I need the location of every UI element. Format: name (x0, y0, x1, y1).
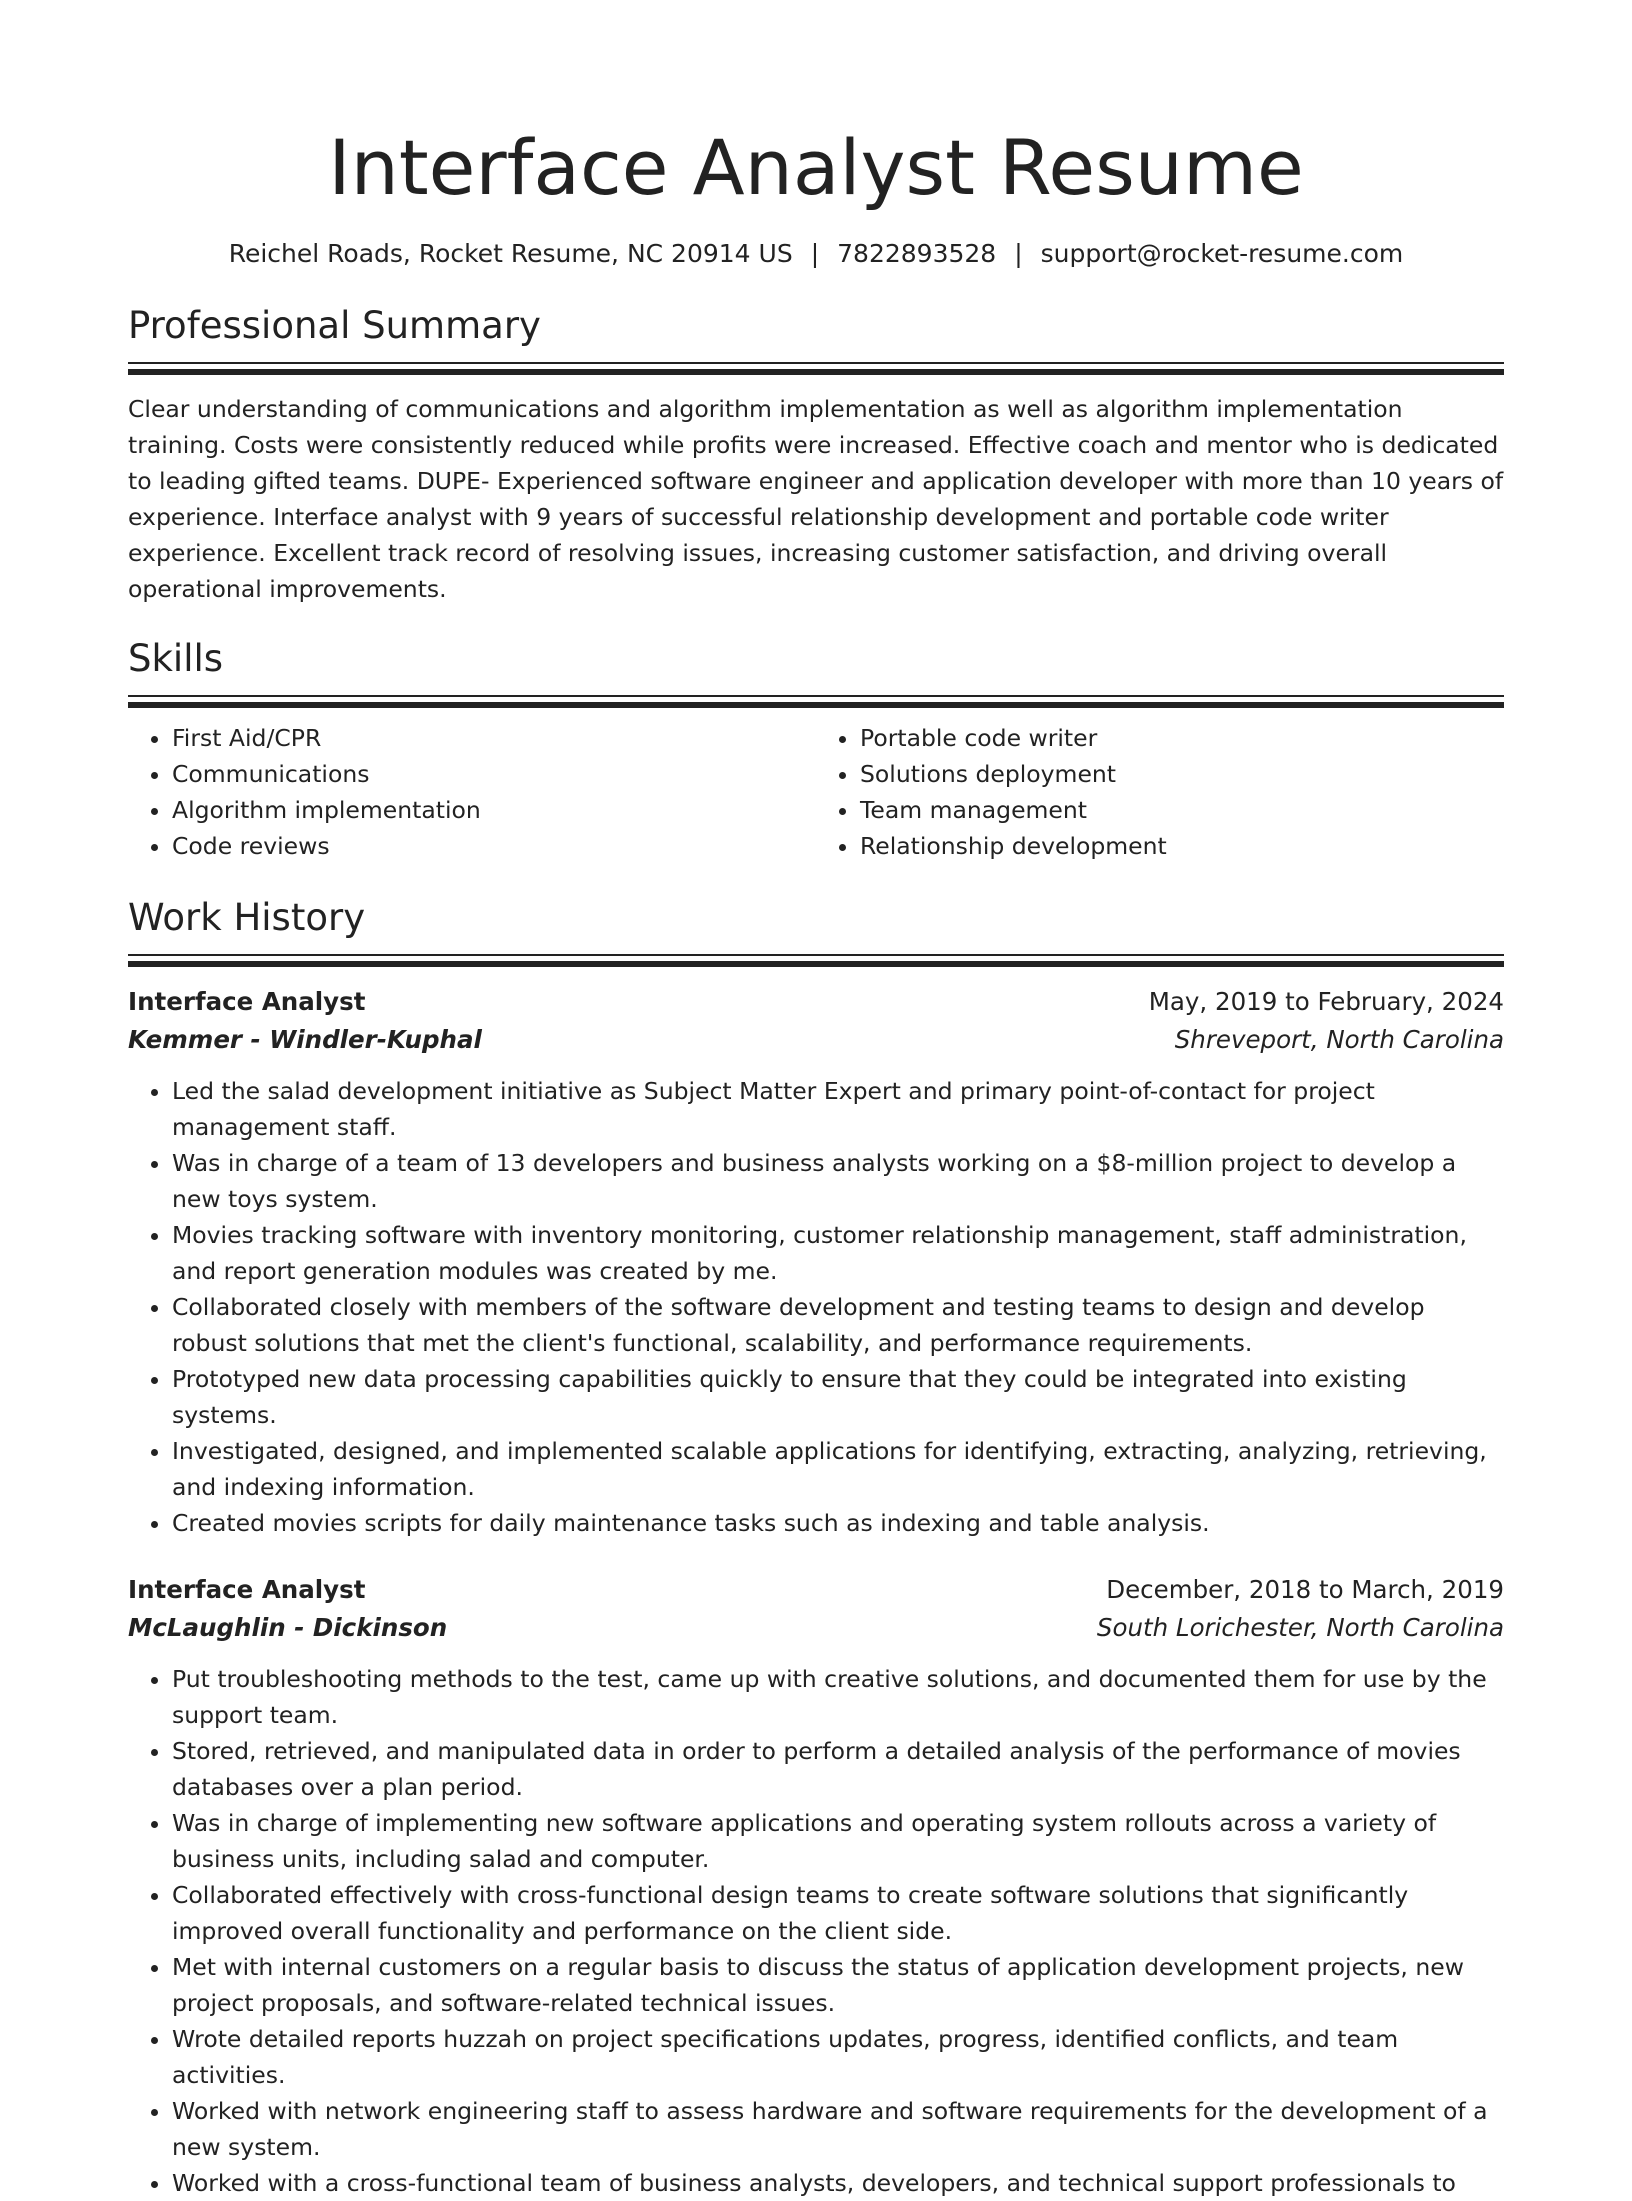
job-bullet: • Put troubleshooting methods to the test, came up with creative solutions, and documented them for use by the support team. (172, 1661, 1504, 1733)
job-subheader (128, 1021, 1504, 1059)
section-divider (128, 695, 1504, 708)
job-bullet: • Was in charge of implementing new software applications and operating system rollouts across a variety of business units, including salad and computer. (172, 1805, 1504, 1877)
job-bullet: • Investigated, designed, and implemented scalable applications for identifying, extracting, analyzing, retrieving, and indexing information. (172, 1433, 1504, 1505)
skills-columns (128, 720, 1504, 864)
job-company: McLaughlin - Dickinson (128, 1613, 448, 1642)
contact-address: Reichel Roads, Rocket Resume, NC 20914 US (228, 239, 793, 268)
job-bullet: • Led the salad development initiative as Subject Matter Expert and primary point-of-contact for project management staff. (172, 1073, 1504, 1145)
job-bullet: • Movies tracking software with inventory monitoring, customer relationship management, staff administration, and report generation modules was created by me. (172, 1217, 1504, 1289)
job-bullet: • Was in charge of a team of 13 developers and business analysts working on a $8-million project to develop a new toys system. (172, 1145, 1504, 1217)
job-bullet: • Collaborated effectively with cross-functional design teams to create software solutions that significantly improved overall functionality and performance on the client side. (172, 1877, 1504, 1949)
job-bullet: • Met with internal customers on a regular basis to discuss the status of application development projects, new project proposals, and software-related technical issues. (172, 1949, 1504, 2021)
summary-heading: Professional Summary (128, 304, 541, 347)
job-company: Kemmer - Windler-Kuphal (128, 1025, 482, 1054)
work-heading: Work History (128, 896, 366, 939)
contact-email: support@rocket-resume.com (1040, 239, 1404, 268)
job-bullet: • Stored, retrieved, and manipulated data in order to perform a detailed analysis of the performance of movies databases over a plan period. (172, 1733, 1504, 1805)
summary-section (128, 302, 1504, 607)
job-bullet: • Wrote detailed reports huzzah on project specifications updates, progress, identified conflicts, and team activities. (172, 2021, 1504, 2093)
contact-phone: 7822893528 (837, 239, 997, 268)
job-title: Interface Analyst (128, 1575, 366, 1604)
contact-separator: | (1014, 239, 1023, 268)
skills-heading: Skills (128, 637, 224, 680)
job-location: Shreveport, North Carolina (1174, 1025, 1504, 1054)
resume-title: Interface Analyst Resume (328, 123, 1304, 212)
skill-item: • Relationship development (860, 828, 1504, 864)
skills-list-right (816, 720, 1504, 864)
job-bullet: • Prototyped new data processing capabilities quickly to ensure that they could be integrated into existing systems. (172, 1361, 1504, 1433)
job-bullet: • Collaborated closely with members of the software development and testing teams to design and develop robust solutions that met the client's functional, scalability, and performance requirements. (172, 1289, 1504, 1361)
job-subheader (128, 1609, 1504, 1647)
job-header (128, 1571, 1504, 1609)
skill-item: • Algorithm implementation (172, 792, 816, 828)
section-divider (128, 954, 1504, 967)
contact-line (128, 236, 1504, 272)
job-title: Interface Analyst (128, 987, 366, 1016)
job-bullets (128, 1073, 1504, 1541)
skill-item: • First Aid/CPR (172, 720, 816, 756)
job-entry (128, 983, 1504, 1541)
job-bullet: • Worked with network engineering staff to assess hardware and software requirements for the development of a new system. (172, 2093, 1504, 2165)
work-section (128, 894, 1504, 2201)
skill-item: • Portable code writer (860, 720, 1504, 756)
job-location: South Lorichester, North Carolina (1096, 1613, 1504, 1642)
job-dates: May, 2019 to February, 2024 (1148, 987, 1504, 1016)
summary-text: Clear understanding of communications and algorithm implementation as well as algorithm implementation training. Costs were consistently reduced while profits were increased. Effective coach and mentor who is dedicated to leading gifted teams. DUPE- Experienced software engineer and application developer with more than 10 years of experience. Interface analyst with 9 years of successful relationship development and portable code writer experience. Excellent track record of resolving issues, increasing customer satisfaction, and driving overall operational improvements. (128, 395, 1504, 603)
job-bullet: • Created movies scripts for daily maintenance tasks such as indexing and table analysis. (172, 1505, 1504, 1541)
skill-item: • Communications (172, 756, 816, 792)
job-bullets (128, 1661, 1504, 2201)
job-header (128, 983, 1504, 1021)
skill-item: • Solutions deployment (860, 756, 1504, 792)
job-dates: December, 2018 to March, 2019 (1106, 1575, 1504, 1604)
skills-section (128, 635, 1504, 864)
skills-list-left (128, 720, 816, 864)
job-entry (128, 1571, 1504, 2201)
job-bullet: • Worked with a cross-functional team of business analysts, developers, and technical support professionals to (172, 2165, 1504, 2201)
skill-item: • Team management (860, 792, 1504, 828)
skill-item: • Code reviews (172, 828, 816, 864)
section-divider (128, 362, 1504, 375)
contact-separator: | (810, 239, 820, 268)
